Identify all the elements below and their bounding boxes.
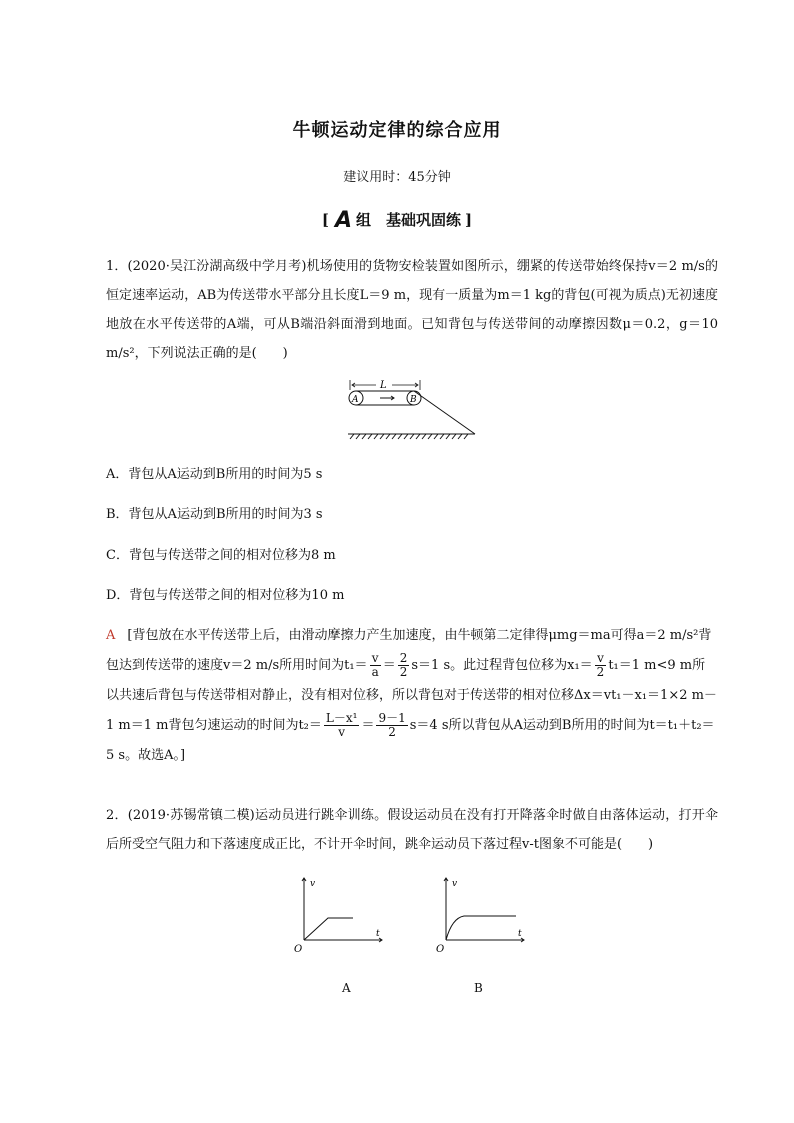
fraction-numerator: v xyxy=(595,652,607,666)
fraction-denominator: v xyxy=(338,725,346,739)
vt-curve-a xyxy=(304,918,353,940)
option-a: A．背包从A运动到B所用的时间为5 s xyxy=(106,467,323,482)
fraction-denominator: 2 xyxy=(399,665,408,679)
vt-graph-a xyxy=(290,872,390,958)
section-letter: A xyxy=(334,208,352,233)
axis-t-label: t xyxy=(376,929,380,939)
answer-part-4: t₁＝1 m<9 m所以共速后背包与传送带相对静止，没有相对位移，所以背包对于传送带的相对位移Δx＝vt₁－x₁＝1×2 m－1 m＝1 m背包匀速运动的时间为t₂＝ xyxy=(106,658,717,733)
section-bracket-close: ] xyxy=(465,211,473,229)
option-b: B．背包从A运动到B所用的时间为3 s xyxy=(106,507,323,522)
fraction-numerator: 9－1 xyxy=(378,711,406,725)
answer-part-6: s＝4 s所以背包从A运动到B所用的时间为t＝t₁＋t₂＝5 s。故选A。] xyxy=(106,718,715,763)
fraction-denominator: 2 xyxy=(388,725,396,739)
section-heading xyxy=(0,208,794,233)
answer-mark: A xyxy=(106,628,116,643)
axis-t-label: t xyxy=(518,929,522,939)
fraction-v-over-a xyxy=(370,652,381,679)
conveyor-figure xyxy=(340,372,485,440)
fraction-2-over-2 xyxy=(398,652,410,679)
answer-explanation xyxy=(106,621,718,771)
origin-label: O xyxy=(436,944,445,955)
answer-part-2: ＝ xyxy=(382,658,396,673)
fraction-v-over-2 xyxy=(595,652,607,679)
graph-caption-a: A xyxy=(342,981,351,995)
section-label: 组 基础巩固练 xyxy=(356,211,462,229)
fraction-denominator: a xyxy=(371,665,379,679)
label-A: A xyxy=(352,395,359,405)
vt-graph-b xyxy=(432,872,532,958)
fraction-numerator: v xyxy=(370,652,381,666)
answer-part-1: [背包放在水平传送带上后，由滑动摩擦力产生加速度，由牛顿第二定律得μmg＝ma可得a＝2 m/s²背包达到传送带的速度v＝2 m/s所用时间为t₁＝ xyxy=(106,628,712,673)
option-d: D．背包与传送带之间的相对位移为10 m xyxy=(106,588,345,603)
axis-v-label: v xyxy=(452,879,458,889)
label-L: L xyxy=(380,380,387,391)
axis-v-label: v xyxy=(310,879,316,889)
option-c: C．背包与传送带之间的相对位移为8 m xyxy=(106,548,336,563)
fraction-denominator: 2 xyxy=(596,665,605,679)
question-1-text: 1．(2020·吴江汾湖高级中学月考)机场使用的货物安检装置如图所示，绷紧的传送带始终保持v＝2 m/s的恒定速率运动，AB为传送带水平部分且长度L＝9 m，现有一质量为m＝1 kg的背包(可视为质点)无初速度地放在水平传送带的A端，可从B端沿斜面滑到地面。已知背包与传送带间的动摩擦因数μ＝0.2，g＝10 m/s²，下列说法正确的是( ) xyxy=(106,259,718,361)
graph-caption-b: B xyxy=(474,981,483,995)
vt-curve-b xyxy=(446,916,516,940)
page-title: 牛顿运动定律的综合应用 xyxy=(292,120,502,141)
label-B: B xyxy=(410,395,417,405)
answer-part-3: s＝1 s。此过程背包位移为x₁＝ xyxy=(411,658,593,673)
fraction-numerator: 2 xyxy=(399,651,408,665)
suggested-time: 建议用时：45分钟 xyxy=(343,170,451,185)
fraction-9-minus-1 xyxy=(376,712,407,739)
fraction-numerator: L－x¹ xyxy=(325,711,358,725)
question-2-text: 2．(2019·苏锡常镇二模)运动员进行跳伞训练。假设运动员在没有打开降落伞时做自由落体运动，打开伞后所受空气阻力和下落速度成正比，不计开伞时间，跳伞运动员下落过程v-t图象不可能是( ) xyxy=(106,808,718,852)
section-bracket-open: [ xyxy=(321,211,329,229)
fraction-l-minus-x xyxy=(324,712,360,739)
answer-part-5: ＝ xyxy=(361,718,375,733)
ground-hatch xyxy=(348,434,475,439)
origin-label: O xyxy=(294,944,303,955)
